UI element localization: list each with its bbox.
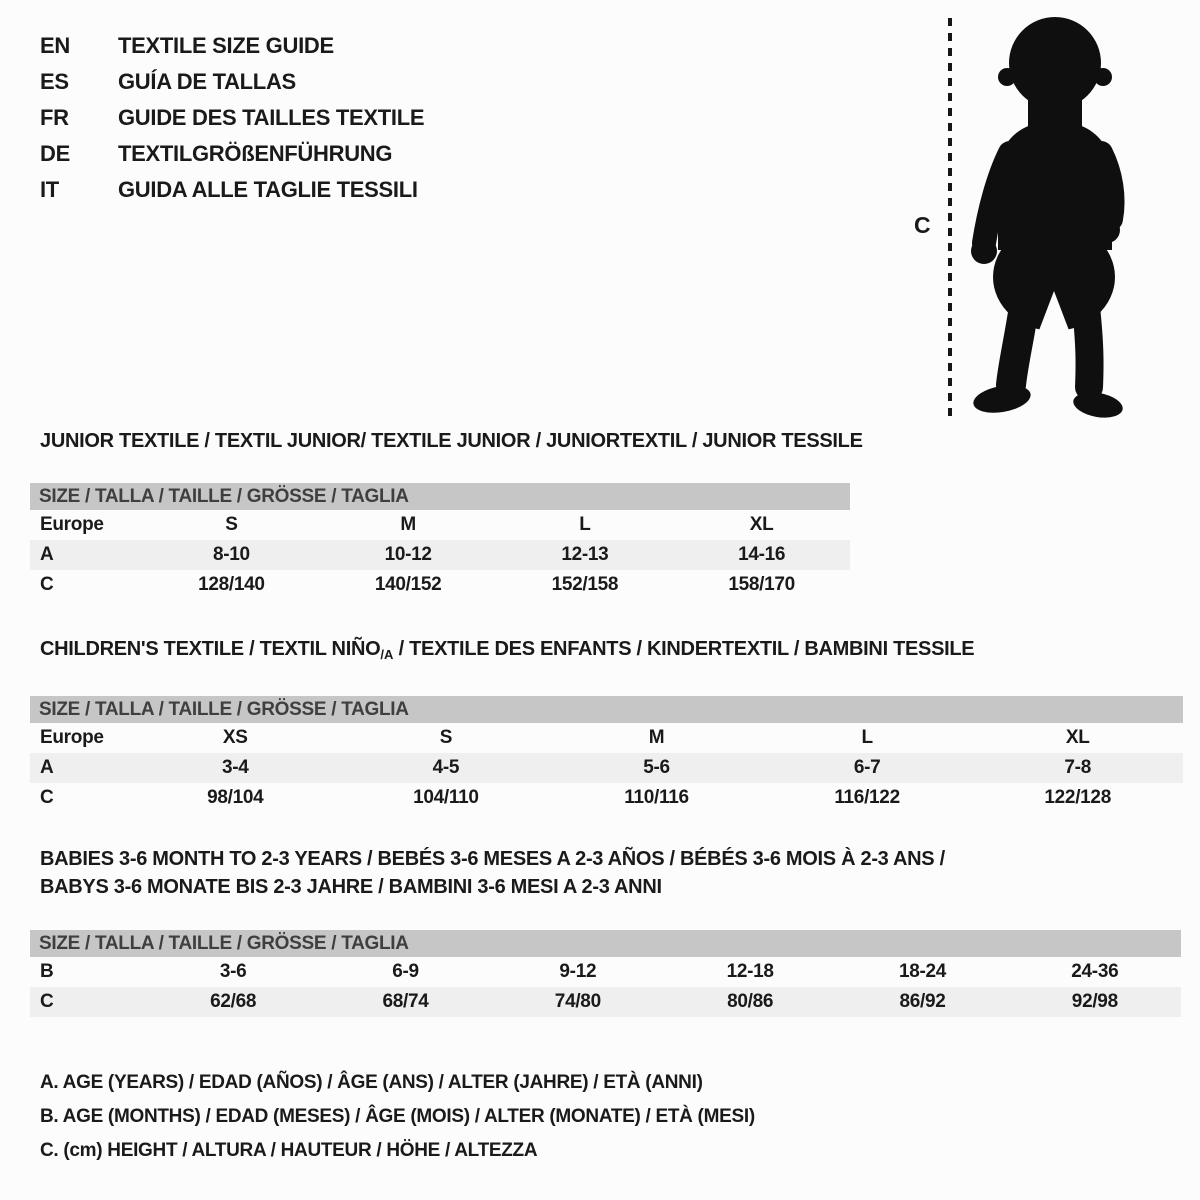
section-title: [40, 638, 1183, 666]
section-babies-textile: [30, 845, 1181, 1017]
height-cell: 92/98: [1071, 991, 1118, 1012]
table-row-europe: [30, 723, 1183, 753]
title-text: CHILDREN'S TEXTILE / TEXTIL NIÑO: [40, 638, 381, 660]
height-cell: 104/110: [413, 787, 479, 808]
age-cell: 4-5: [432, 757, 460, 778]
age-cell: 3-6: [219, 961, 247, 982]
legend: [40, 1066, 755, 1168]
table-row-height: [30, 783, 1183, 813]
language-row-de: [40, 136, 424, 172]
height-cell: 98/104: [207, 787, 264, 808]
language-label: GUIDE DES TAILLES TEXTILE: [118, 105, 425, 130]
language-row-fr: [40, 100, 424, 136]
height-cell: 62/68: [210, 991, 257, 1012]
table-row-age-months: [30, 957, 1181, 987]
size-header-band: SIZE / TALLA / TAILLE / GRÖSSE / TAGLIA: [30, 696, 1183, 723]
age-cell: 24-36: [1071, 961, 1119, 982]
size-cell: L: [579, 514, 591, 535]
age-cell: 10-12: [384, 544, 432, 565]
row-label: B: [40, 961, 54, 982]
height-cell: 158/170: [728, 574, 795, 595]
section-title: JUNIOR TEXTILE / TEXTIL JUNIOR/ TEXTILE JUNIOR / JUNIORTEXTIL / JUNIOR TESSILE: [40, 430, 863, 452]
height-cell: 110/116: [624, 787, 689, 808]
size-cell: XS: [222, 727, 248, 748]
language-code: DE: [40, 141, 70, 166]
size-cell: S: [439, 727, 453, 748]
table-row-height: [30, 570, 850, 600]
table-row-age: [30, 753, 1183, 783]
row-label: A: [40, 544, 54, 565]
size-cell: M: [648, 727, 665, 748]
language-code: FR: [40, 105, 69, 130]
row-label: C: [40, 991, 54, 1012]
row-label: C: [40, 574, 54, 595]
language-label: GUÍA DE TALLAS: [118, 69, 296, 94]
legend-line-height: C. (cm) HEIGHT / ALTURA / HAUTEUR / HÖHE / ALTEZZA: [40, 1140, 538, 1161]
spacer: [30, 901, 1181, 930]
age-cell: 8-10: [212, 544, 250, 565]
language-label: TEXTILGRÖßENFÜHRUNG: [118, 141, 393, 166]
age-cell: 6-9: [392, 961, 419, 982]
height-cell: 122/128: [1044, 787, 1111, 808]
age-cell: 6-7: [853, 757, 881, 778]
section-title-line2: BABYS 3-6 MONATE BIS 2-3 JAHRE / BAMBINI 3-6 MESI A 2-3 ANNI: [40, 876, 662, 898]
language-list: [40, 28, 424, 208]
height-cell: 128/140: [198, 574, 265, 595]
title-subscript: /A: [380, 647, 394, 662]
height-measure-label: C: [914, 212, 931, 238]
language-row-en: [40, 28, 424, 64]
height-cell: 140/152: [374, 574, 442, 595]
table-row-height: [30, 987, 1181, 1017]
table-row-age: [30, 540, 850, 570]
toddler-silhouette-icon: [960, 15, 1150, 420]
row-label: Europe: [40, 727, 104, 748]
row-label: A: [40, 757, 54, 778]
age-cell: 7-8: [1064, 757, 1091, 778]
table-row-europe: [30, 510, 850, 540]
age-cell: 14-16: [738, 544, 786, 565]
size-header-band: SIZE / TALLA / TAILLE / GRÖSSE / TAGLIA: [30, 930, 1181, 957]
height-cell: 74/80: [554, 991, 601, 1012]
size-header-band: SIZE / TALLA / TAILLE / GRÖSSE / TAGLIA: [30, 483, 850, 510]
size-cell: XL: [749, 514, 774, 535]
age-cell: 12-13: [561, 544, 609, 565]
size-cell: XL: [1065, 727, 1090, 748]
size-cell: M: [400, 514, 416, 535]
height-cell: 152/158: [551, 574, 619, 595]
section-title-line1: BABIES 3-6 MONTH TO 2-3 YEARS / BEBÉS 3-6 MESES A 2-3 AÑOS / BÉBÉS 3-6 MOIS À 2-3 ANS /: [40, 848, 945, 870]
title-text: / TEXTILE DES ENFANTS / KINDERTEXTIL / BAMBINI TESSILE: [393, 638, 975, 660]
row-label: Europe: [40, 514, 104, 535]
language-label: GUIDA ALLE TAGLIE TESSILI: [118, 177, 418, 202]
row-label: C: [40, 787, 54, 808]
language-row-it: [40, 172, 424, 208]
age-cell: 18-24: [898, 961, 947, 982]
language-code: EN: [40, 33, 70, 58]
height-cell: 86/92: [899, 991, 946, 1012]
legend-line-age-months: B. AGE (MONTHS) / EDAD (MESES) / ÂGE (MOIS) / ALTER (MONATE) / ETÀ (MESI): [40, 1106, 755, 1127]
height-cell: 68/74: [382, 991, 429, 1012]
language-code: IT: [40, 177, 59, 202]
age-cell: 9-12: [559, 961, 597, 982]
height-cell: 80/86: [727, 991, 774, 1012]
height-dashed-line-icon: [948, 18, 952, 416]
age-cell: 3-4: [222, 757, 249, 778]
legend-line-age-years: A. AGE (YEARS) / EDAD (AÑOS) / ÂGE (ANS) / ALTER (JAHRE) / ETÀ (ANNI): [40, 1072, 703, 1093]
section-junior-textile: [30, 430, 863, 600]
size-cell: S: [225, 514, 238, 535]
language-row-es: [40, 64, 424, 100]
section-childrens-textile: [30, 638, 1183, 813]
height-cell: 116/122: [834, 787, 900, 808]
language-label: TEXTILE SIZE GUIDE: [118, 33, 334, 58]
age-cell: 12-18: [726, 961, 774, 982]
language-code: ES: [40, 69, 69, 94]
age-cell: 5-6: [643, 757, 670, 778]
size-cell: L: [861, 727, 873, 748]
